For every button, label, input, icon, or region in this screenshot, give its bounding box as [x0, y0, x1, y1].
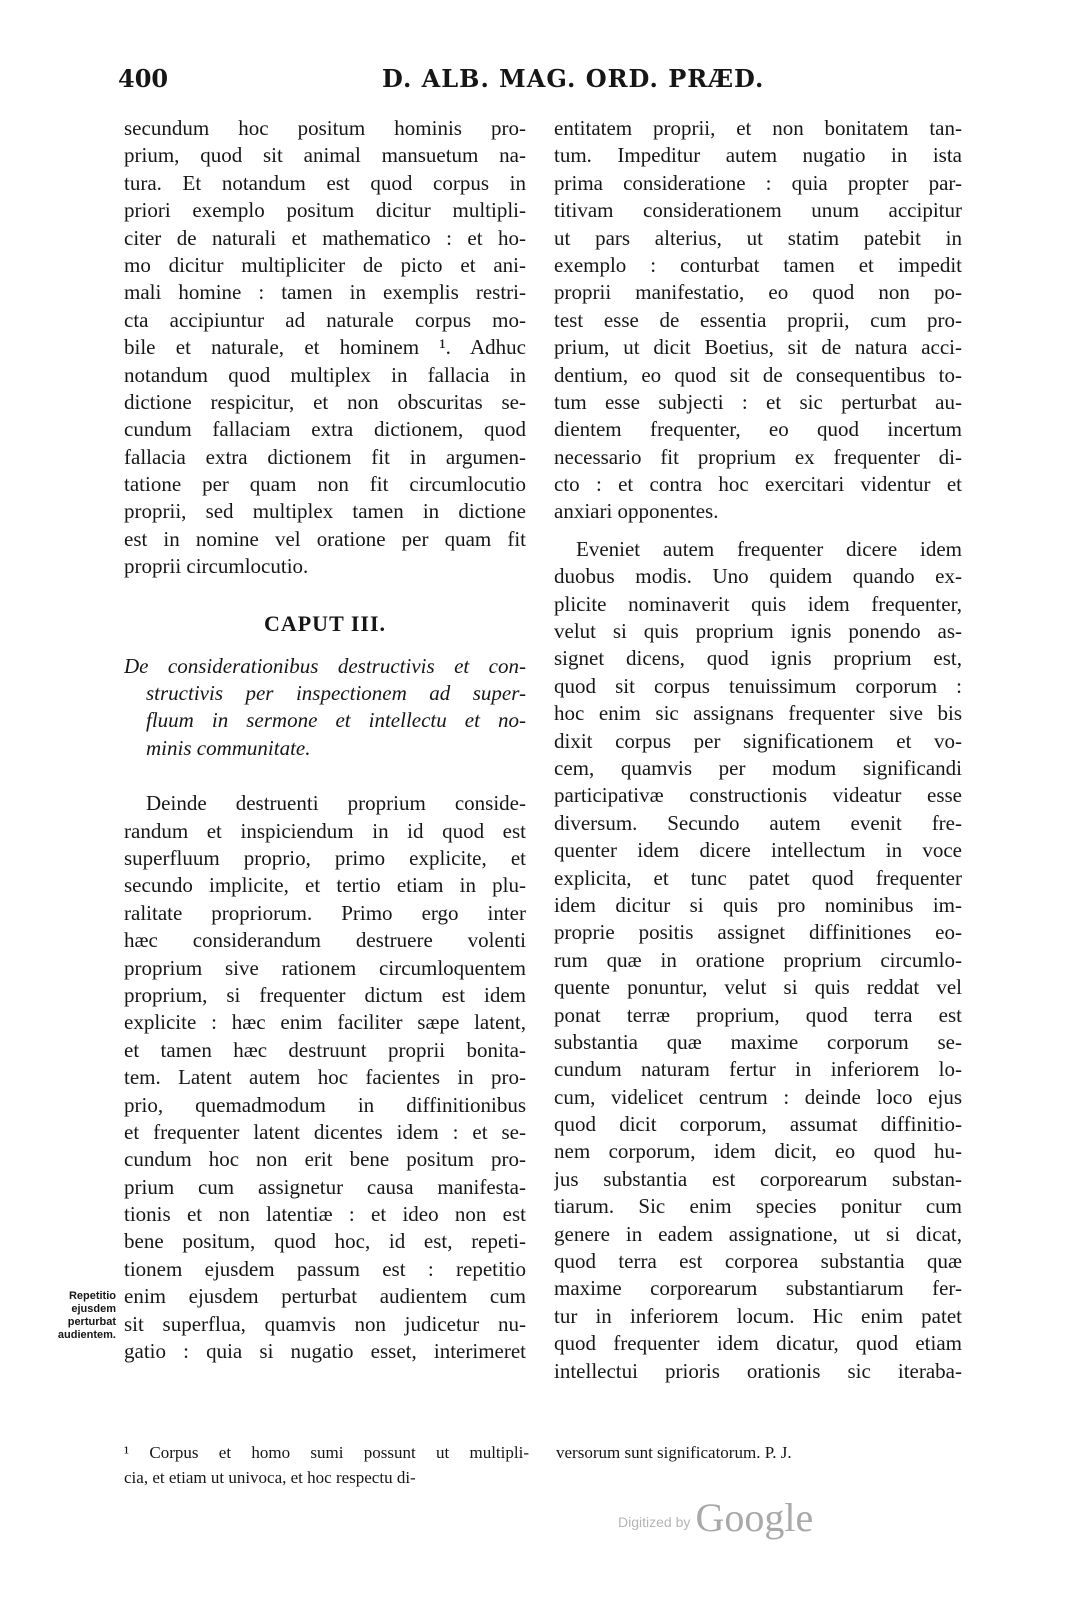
text-line: Eveniet autem frequenter dicere idem: [576, 536, 962, 561]
text-line: cundum naturam fertur in inferiorem lo-: [554, 1057, 962, 1082]
text-line: duobus modis. Uno quidem quando ex-: [554, 564, 962, 589]
text-line: prima consideratione : quia propter par-: [554, 170, 962, 195]
text-line: ut pars alterius, ut statim patebit in: [554, 225, 962, 250]
text-line: hæc considerandum destruere volenti: [124, 928, 526, 953]
text-line: prium cum assignetur causa manifesta-: [124, 1174, 526, 1199]
text-line: substantia quæ maxime corporum se-: [554, 1029, 962, 1054]
text-line: cto : et contra hoc exercitari videntur et: [554, 472, 962, 497]
text-line: randum et inspiciendum in id quod est: [124, 818, 526, 843]
text-line: sit superflua, quamvis non judicetur nu-: [124, 1311, 526, 1336]
text-line: prium, ut dicit Boetius, sit de natura acci-: [554, 335, 962, 360]
text-line: titivam considerationem unum accipitur: [554, 198, 962, 223]
text-line: mo dicitur multipliciter de picto et ani-: [124, 252, 526, 277]
text-line: dixit corpus per significationem et vo-: [554, 728, 962, 753]
text-line: explicite : hæc enim faciliter sæpe latent,: [124, 1010, 526, 1035]
text-line: prium, quod sit animal mansuetum na-: [124, 143, 526, 168]
text-line: anxiari opponentes.: [554, 499, 719, 524]
text-line: hoc enim sic assignans frequenter sive bis: [554, 701, 962, 726]
text-line: quod terra est corporea substantia quæ: [554, 1249, 962, 1274]
text-line: dientem frequenter, eo quod incertum: [554, 417, 962, 442]
watermark-prefix: Digitized by: [618, 1514, 691, 1530]
text-line: notandum quod multiplex in fallacia in: [124, 362, 526, 387]
margin-note-line: ejusdem: [71, 1303, 116, 1315]
text-line: diversum. Secundo autem evenit fre-: [554, 810, 962, 835]
text-line: ponat terræ proprium, quod terra est: [554, 1002, 962, 1027]
text-line: exemplo : conturbat tamen et impedit: [554, 252, 962, 277]
text-line: genere in eadem assignatione, ut si dicat,: [554, 1221, 962, 1246]
text-line: cundum fallaciam extra dictionem, quod: [124, 417, 526, 442]
text-line: participativæ constructionis videatur esse: [554, 783, 962, 808]
text-line: quenter idem dicere intellectum in voce: [554, 838, 962, 863]
text-line: idem dicitur si quis pro nominibus im-: [554, 892, 962, 917]
google-logo: Google: [695, 1495, 814, 1540]
text-line: cundum hoc non erit bene positum pro-: [124, 1147, 526, 1172]
running-head: D. ALB. MAG. ORD. PRÆD.: [382, 64, 765, 93]
left-paragraph-2: [124, 790, 526, 1365]
text-line: quod sit corpus tenuissimum corporum :: [554, 673, 962, 698]
text-line: tum esse subjecti : et sic perturbat au-: [554, 389, 962, 414]
text-line: cem, quamvis per modum significandi: [554, 755, 962, 780]
text-line: secundo implicite, et tertio etiam in plu-: [124, 873, 526, 898]
text-line: enim ejusdem perturbat audientem cum: [124, 1284, 526, 1309]
text-line: proprie positis assignet diffinitiones eo-: [554, 920, 962, 945]
footnote-right: [556, 1440, 964, 1465]
margin-note-line: audientem.: [57, 1329, 116, 1341]
text-line: necessario fit proprium ex frequenter di-: [554, 444, 962, 469]
text-line: proprii circumlocutio.: [124, 554, 309, 579]
margin-note: [32, 1290, 116, 1342]
text-line: et tamen hæc destruunt proprii bonita-: [124, 1037, 526, 1062]
footnote-left: [124, 1440, 529, 1490]
text-line: et frequenter latent dicentes idem : et se-: [124, 1119, 526, 1144]
text-line: bile et naturale, et hominem ¹. Adhuc: [124, 335, 526, 360]
text-line: Deinde destruenti proprium conside-: [146, 791, 526, 816]
page-number: 400: [118, 64, 169, 93]
right-paragraph-2: [554, 536, 962, 1385]
right-paragraph-1: [554, 115, 962, 526]
chapter-title: CAPUT III.: [263, 610, 387, 636]
text-line: cum, videlicet centrum : deinde loco ejus: [554, 1084, 962, 1109]
text-line: gatio : quia si nugatio esset, interimeret: [124, 1339, 526, 1364]
text-line: dictione respicitur, et non obscuritas se-: [124, 389, 526, 414]
text-line: proprium sive rationem circumloquentem: [124, 955, 526, 980]
margin-note-line: Repetitio: [68, 1290, 116, 1302]
text-line: secundum hoc positum hominis pro-: [124, 116, 526, 140]
text-line: superfluum proprio, primo explicite, et: [124, 845, 526, 870]
text-line: maxime corporearum substantiarum fer-: [554, 1276, 962, 1301]
summary-line: fluum in sermone et intellectu et no-: [146, 708, 526, 733]
text-line: tiarum. Sic enim species ponitur cum: [554, 1194, 962, 1219]
text-line: tionem ejusdem passum est : repetitio: [124, 1256, 526, 1281]
text-line: velut si quis proprium ignis ponendo as-: [554, 619, 962, 644]
text-line: test esse de essentia proprii, cum pro-: [554, 307, 962, 332]
chapter-summary: [124, 653, 526, 763]
right-column: [554, 115, 962, 1385]
text-line: mali homine : tamen in exemplis restri-: [124, 280, 526, 305]
text-line: quod dicit corporum, assumat diffinitio-: [554, 1112, 962, 1137]
footnote-line: versorum sunt significatorum. P. J.: [556, 1443, 792, 1462]
footnote-line: cia, et etiam ut univoca, et hoc respectu di-: [124, 1468, 416, 1487]
text-line: dentium, eo quod sit de consequentibus to-: [554, 362, 962, 387]
text-line: est in nomine vel oratione per quam fit: [124, 526, 526, 551]
text-line: signet dicens, quod ignis proprium est,: [554, 646, 962, 671]
text-line: tum. Impeditur autem nugatio in ista: [554, 143, 962, 168]
text-line: tur in inferiorem locum. Hic enim patet: [554, 1303, 962, 1328]
text-line: rum quæ in oratione proprium circumlo-: [554, 947, 962, 972]
text-line: proprii manifestatio, eo quod non po-: [554, 280, 962, 305]
text-line: priori exemplo positum dicitur multipli-: [124, 198, 526, 223]
footnote-line: ¹ Corpus et homo sumi possunt ut multipli-: [124, 1443, 529, 1462]
text-line: nem corporum, idem dicit, eo quod hu-: [554, 1139, 962, 1164]
left-column: [124, 115, 526, 1365]
text-line: tem. Latent autem hoc facientes in pro-: [124, 1065, 526, 1090]
text-line: proprii, sed multiplex tamen in dictione: [124, 499, 526, 524]
text-line: fallacia extra dictionem fit in argumen-: [124, 444, 526, 469]
text-line: tionis et non latentiæ : et ideo non est: [124, 1202, 526, 1227]
text-line: prio, quemadmodum in diffinitionibus: [124, 1092, 526, 1117]
text-line: intellectui prioris orationis sic iteraba-: [554, 1358, 962, 1383]
text-line: ralitate propriorum. Primo ergo inter: [124, 900, 526, 925]
text-line: entitatem proprii, et non bonitatem tan-: [554, 116, 962, 140]
summary-line: structivis per inspectionem ad super-: [146, 681, 526, 706]
summary-line: De considerationibus destructivis et con-: [124, 653, 526, 678]
left-paragraph-1: [124, 115, 526, 581]
page-header: [0, 64, 1072, 100]
text-line: tura. Et notandum est quod corpus in: [124, 170, 526, 195]
text-line: jus substantia est corporearum substan-: [554, 1166, 962, 1191]
text-line: tatione per quam non fit circumlocutio: [124, 472, 526, 497]
text-line: cta accipiuntur ad naturale corpus mo-: [124, 307, 526, 332]
text-line: quod frequenter idem dicatur, quod etiam: [554, 1331, 962, 1356]
text-line: plicite nominaverit quis idem frequenter,: [554, 591, 962, 616]
text-line: citer de naturali et mathematico : et ho-: [124, 225, 526, 250]
text-line: bene positum, quod hoc, id est, repeti-: [124, 1229, 526, 1254]
text-line: proprium, si frequenter dictum est idem: [124, 982, 526, 1007]
summary-line: minis communitate.: [146, 735, 311, 760]
margin-note-line: perturbat: [67, 1316, 116, 1328]
text-line: explicita, et tunc patet quod frequenter: [554, 865, 962, 890]
digitized-watermark: [618, 1494, 813, 1541]
text-line: quente ponuntur, velut si quis reddat vel: [554, 975, 962, 1000]
